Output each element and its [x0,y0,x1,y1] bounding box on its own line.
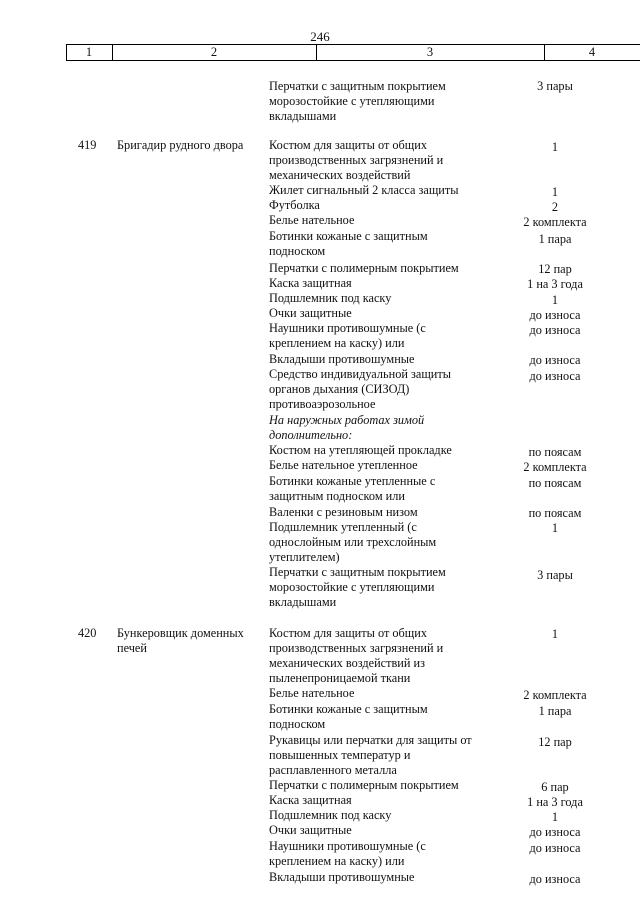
item-quantity: 1 [551,140,559,154]
item-name: Валенки с резиновым низом [269,505,418,519]
table-header [66,44,640,61]
item-name: вкладышами [269,109,337,123]
item-quantity: по поясам [528,445,582,459]
item-name: Очки защитные [269,823,352,837]
item-quantity: 1 [551,627,559,641]
item-name: Подшлемник утепленный (с [269,520,417,534]
item-name: Белье нательное утепленное [269,458,418,472]
item-quantity: 1 на 3 года [527,795,583,809]
item-name: Подшлемник под каску [269,291,392,305]
item-name: Ботинки кожаные с защитным [269,702,428,716]
item-name: повышенных температур и [269,748,411,762]
entry-number: 419 [78,138,97,152]
item-quantity: до износа [529,872,581,886]
item-quantity: по поясам [528,506,582,520]
item-quantity: по поясам [528,476,582,490]
item-quantity: 1 [551,810,559,824]
item-name: подноском [269,244,326,258]
item-quantity: 6 пар [541,780,569,794]
item-name: Перчатки с полимерным покрытием [269,261,459,275]
item-name: утеплителем) [269,550,340,564]
item-name: Вкладыши противошумные [269,352,415,366]
item-quantity: до износа [529,353,581,367]
entry-number: 420 [78,626,97,640]
profession-name: Бригадир рудного двора [117,138,244,152]
item-name: Ботинки кожаные с защитным [269,229,428,243]
item-name: креплением на каску) или [269,336,405,350]
item-quantity: 2 комплекта [523,688,587,702]
item-name: Каска защитная [269,276,352,290]
page-number: 246 [310,29,330,44]
item-name: Каска защитная [269,793,352,807]
profession-name: печей [117,641,147,655]
profession-name: Бункеровщик доменных [117,626,244,640]
item-name: Костюм для защиты от общих [269,138,427,152]
item-quantity: 12 пар [538,262,572,276]
item-name: Средство индивидуальной защиты [269,367,452,381]
item-name: Белье нательное [269,686,355,700]
item-name: дополнительно: [269,428,353,442]
item-name: производственных загрязнений и [269,153,444,167]
item-quantity: 3 пары [537,568,573,582]
item-name: однослойным или трехслойным [269,535,437,549]
item-name: Рукавицы или перчатки для защиты от [269,733,472,747]
item-quantity: 2 [551,200,559,214]
item-name: Футболка [269,198,320,212]
header-col-4: 4 [588,45,596,59]
header-col-1: 1 [85,45,93,59]
item-name: вкладышами [269,595,337,609]
item-quantity: до износа [529,825,581,839]
item-quantity: 1 пара [538,232,572,246]
item-name: механических воздействий из [269,656,425,670]
item-quantity: 2 комплекта [523,460,587,474]
item-quantity: 3 пары [537,79,573,93]
item-quantity: 1 [551,185,559,199]
item-name: производственных загрязнений и [269,641,444,655]
item-quantity: до износа [529,369,581,383]
item-name: На наружных работах зимой [269,413,425,427]
item-name: Подшлемник под каску [269,808,392,822]
item-name: подноском [269,717,326,731]
item-quantity: до износа [529,323,581,337]
item-name: Наушники противошумные (с [269,321,426,335]
item-name: Очки защитные [269,306,352,320]
item-name: пыленепроницаемой ткани [269,671,411,685]
item-name: Ботинки кожаные утепленные с [269,474,436,488]
item-quantity: 1 на 3 года [527,277,583,291]
item-quantity: 1 [551,293,559,307]
item-quantity: 1 [551,521,559,535]
item-name: Жилет сигнальный 2 класса защиты [269,183,459,197]
item-quantity: до износа [529,841,581,855]
item-name: расплавленного металла [269,763,397,777]
item-name: противоаэрозольное [269,397,376,411]
item-name: Костюм на утепляющей прокладке [269,443,452,457]
item-name: механических воздействий [269,168,411,182]
header-col-3: 3 [426,45,434,59]
header-col-2: 2 [210,45,218,59]
item-name: морозостойкие с утепляющими [269,580,435,594]
item-name: защитным подноском или [269,489,405,503]
item-name: креплением на каску) или [269,854,405,868]
item-name: Вкладыши противошумные [269,870,415,884]
item-name: Костюм для защиты от общих [269,626,427,640]
item-quantity: до износа [529,308,581,322]
item-quantity: 2 комплекта [523,215,587,229]
item-quantity: 1 пара [538,704,572,718]
item-name: морозостойкие с утепляющими [269,94,435,108]
item-name: органов дыхания (СИЗОД) [269,382,410,396]
item-quantity: 12 пар [538,735,572,749]
item-name: Белье нательное [269,213,355,227]
item-name: Перчатки с защитным покрытием [269,79,446,93]
item-name: Перчатки с защитным покрытием [269,565,446,579]
item-name: Наушники противошумные (с [269,839,426,853]
item-name: Перчатки с полимерным покрытием [269,778,459,792]
